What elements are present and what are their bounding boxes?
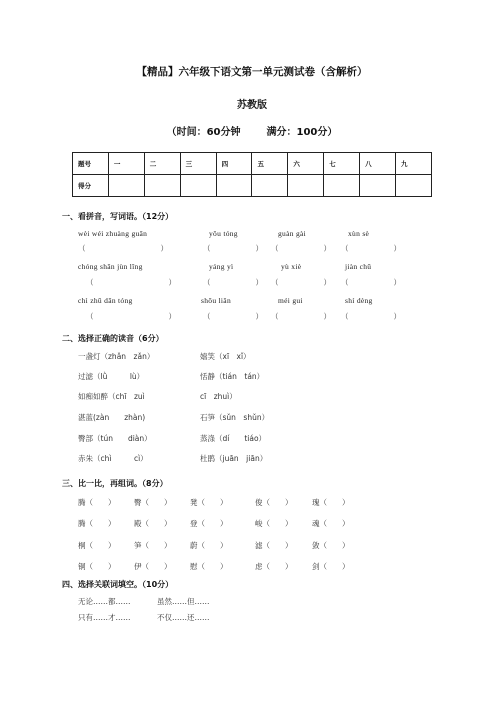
- reading-choice[interactable]: 过滤（lǜ lù）: [78, 372, 145, 381]
- reading-choice[interactable]: 蒸涤（dí tiáo）: [200, 434, 267, 443]
- word-blank[interactable]: 滤（ ）: [255, 541, 293, 550]
- score-cell: 七: [324, 153, 360, 175]
- word-blank[interactable]: 臀（ ）: [134, 498, 172, 507]
- pinyin: méi gui: [278, 296, 303, 305]
- answer-blank[interactable]: （ ）: [203, 278, 263, 287]
- score-cell: 八: [360, 153, 396, 175]
- reading-choice[interactable]: 一盏灯（zhǎn zǎn）: [78, 352, 155, 361]
- conjunction-option: 无论……都……: [78, 597, 131, 606]
- score-input-cell[interactable]: [216, 175, 252, 197]
- word-blank[interactable]: 登（ ）: [190, 519, 228, 528]
- score-table-header-row: [73, 153, 432, 175]
- score-cell: 九: [396, 153, 432, 175]
- section2-heading: 二、选择正确的读音（6分）: [62, 334, 164, 343]
- pinyin: wèi wéi zhuàng guān: [78, 229, 148, 238]
- answer-blank[interactable]: （ ）: [86, 312, 176, 321]
- word-blank[interactable]: 虑（ ）: [255, 562, 293, 571]
- score-cell: 五: [252, 153, 288, 175]
- pinyin: chóng shān jùn lǐng: [78, 262, 143, 271]
- answer-blank[interactable]: （ ）: [271, 278, 331, 287]
- answer-blank[interactable]: （ ）: [341, 278, 401, 287]
- reading-choice[interactable]: 臀部（tún diàn）: [78, 434, 152, 443]
- conjunction-option: 虽然……但……: [157, 597, 210, 606]
- reading-choice[interactable]: 湛蓝(zàn zhàn): [78, 413, 146, 422]
- reading-choice[interactable]: cī zhuì）: [200, 392, 237, 401]
- pinyin: yù xiè: [281, 262, 302, 271]
- answer-blank[interactable]: （ ）: [341, 312, 401, 321]
- score-cell: 六: [288, 153, 324, 175]
- conjunction-option: 只有……才……: [78, 613, 131, 622]
- word-blank[interactable]: 凳（ ）: [190, 498, 228, 507]
- word-blank[interactable]: 魂（ ）: [312, 519, 350, 528]
- word-blank[interactable]: 瑰（ ）: [312, 498, 350, 507]
- page-title: 【精品】六年级下语文第一单元测试卷（含解析）: [136, 66, 368, 78]
- reading-choice[interactable]: 赤朱（chì cì）: [78, 454, 148, 463]
- word-blank[interactable]: 笋（ ）: [134, 541, 172, 550]
- pinyin: chì zhū dān tóng: [78, 296, 133, 305]
- word-blank[interactable]: 敛（ ）: [312, 541, 350, 550]
- word-blank[interactable]: 峻（ ）: [255, 519, 293, 528]
- word-blank[interactable]: 桐（ ）: [78, 541, 116, 550]
- section1-heading: 一、看拼音，写词语。（12分）: [62, 212, 174, 221]
- answer-blank[interactable]: （ ）: [203, 244, 263, 253]
- score-cell: 一: [108, 153, 144, 175]
- score-cell: 得分: [73, 175, 109, 197]
- pinyin: yáng yì: [209, 262, 234, 271]
- pinyin: jiàn chū: [345, 262, 372, 271]
- score-input-cell[interactable]: [324, 175, 360, 197]
- word-blank[interactable]: 铜（ ）: [78, 562, 116, 571]
- time-score-line: [0, 123, 504, 138]
- score-input-cell[interactable]: [252, 175, 288, 197]
- pinyin: yǒu tóng: [209, 229, 238, 238]
- edition-label: 苏教版: [237, 100, 267, 111]
- score-cell: 三: [180, 153, 216, 175]
- time-label: （时间：60分钟: [166, 127, 241, 138]
- answer-blank[interactable]: （ ）: [271, 244, 331, 253]
- answer-blank[interactable]: （ ）: [341, 244, 401, 253]
- score-input-cell[interactable]: [108, 175, 144, 197]
- answer-blank[interactable]: （ ）: [78, 244, 168, 253]
- score-label: 满分：100分）: [266, 127, 338, 138]
- conjunction-option: 不仅……还……: [157, 613, 210, 622]
- reading-choice[interactable]: 如痴如醉（chī zuì: [78, 392, 145, 401]
- word-blank[interactable]: 蔚（ ）: [190, 541, 228, 550]
- reading-choice[interactable]: 石笋（sǔn shǔn）: [200, 413, 270, 422]
- reading-choice[interactable]: 杜鹃（juān jiān）: [200, 454, 268, 463]
- answer-blank[interactable]: （ ）: [203, 312, 263, 321]
- score-input-cell[interactable]: [288, 175, 324, 197]
- pinyin: shí dèng: [345, 296, 373, 305]
- answer-blank[interactable]: （ ）: [271, 312, 331, 321]
- word-blank[interactable]: 腾（ ）: [78, 498, 116, 507]
- answer-blank[interactable]: （ ）: [86, 278, 176, 287]
- score-input-cell[interactable]: [144, 175, 180, 197]
- score-cell: 四: [216, 153, 252, 175]
- word-blank[interactable]: 俊（ ）: [255, 498, 293, 507]
- score-input-cell[interactable]: [396, 175, 432, 197]
- score-cell: 二: [144, 153, 180, 175]
- section4-heading: 四、选择关联词填空。（10分）: [62, 580, 174, 589]
- word-blank[interactable]: 慰（ ）: [190, 562, 228, 571]
- score-table: [72, 152, 432, 197]
- word-blank[interactable]: 腾（ ）: [78, 519, 116, 528]
- word-blank[interactable]: 伊（ ）: [134, 562, 172, 571]
- reading-choice[interactable]: 嬉笑（xī xǐ）: [200, 352, 251, 361]
- score-input-cell[interactable]: [180, 175, 216, 197]
- section3-heading: 三、比一比，再组词。（8分）: [62, 479, 168, 488]
- pinyin: shōu liǎn: [201, 296, 231, 305]
- word-blank[interactable]: 剑（ ）: [312, 562, 350, 571]
- score-input-cell[interactable]: [360, 175, 396, 197]
- score-cell: 题号: [73, 153, 109, 175]
- pinyin: guàn gài: [278, 229, 307, 238]
- word-blank[interactable]: 殿（ ）: [134, 519, 172, 528]
- reading-choice[interactable]: 恬静（tián tán）: [200, 372, 265, 381]
- score-table-score-row: [73, 175, 432, 197]
- pinyin: xùn sè: [348, 229, 370, 238]
